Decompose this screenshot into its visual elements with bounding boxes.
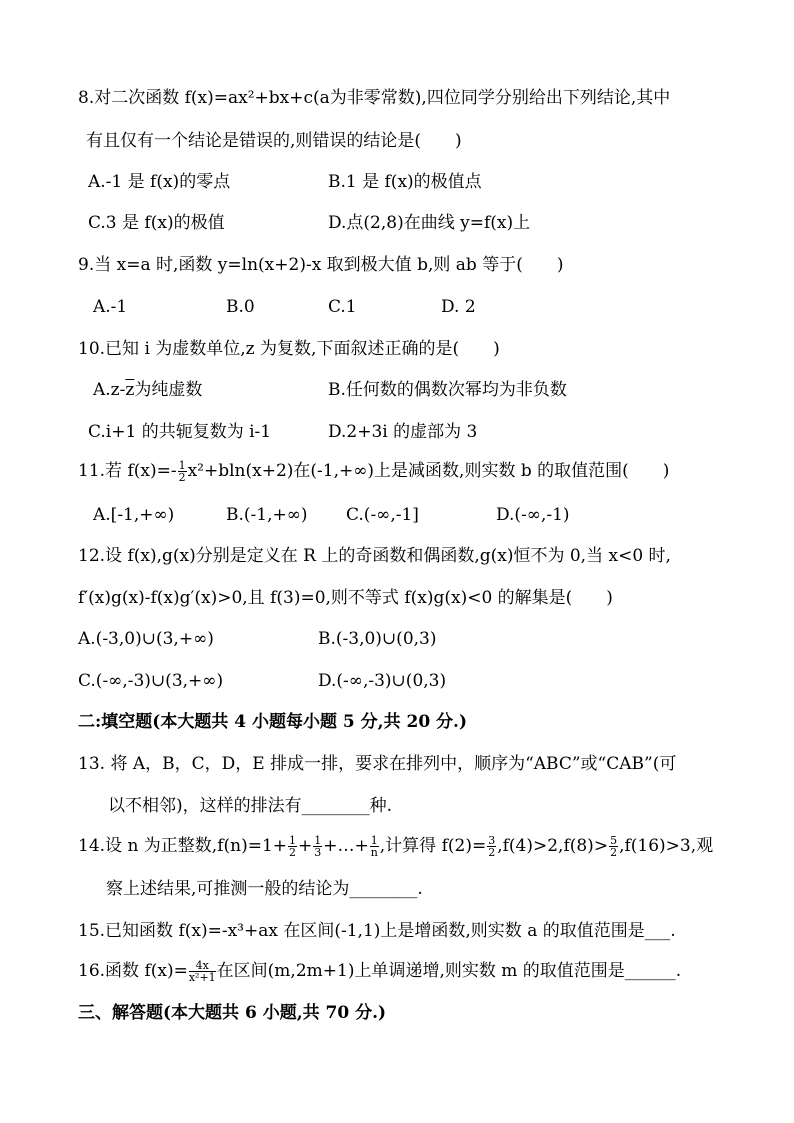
q14-stem-mid: ,计算得 f(2)= — [379, 836, 487, 856]
q14-frac-2 — [313, 835, 322, 858]
q8-stem-cont: 有且仅有一个结论是错误的,则错误的结论是( ) — [86, 131, 462, 151]
q11-option-d: D.(-∞,-1) — [496, 505, 570, 525]
q9-option-a: A.-1 — [93, 297, 128, 317]
q12-option-d: D.(-∞,-3)∪(0,3) — [318, 671, 447, 691]
q14-frac-5-den: 2 — [610, 846, 618, 859]
q12-option-b: B.(-3,0)∪(0,3) — [318, 629, 437, 649]
q14-frac-2-num: 1 — [314, 834, 322, 847]
q14-stem-mid2: ,f(4)>2,f(8)> — [497, 836, 609, 856]
conjugate-z: $\overline{z}$ — [125, 380, 135, 400]
q14-stem-cont: 察上述结果,可推测一般的结论为________. — [106, 879, 423, 899]
q16-stem — [78, 960, 681, 983]
q16-frac-num: 4x — [189, 960, 216, 972]
q16-frac-den: x²+1 — [188, 971, 216, 984]
q14-frac-4 — [487, 835, 496, 858]
q12-option-c: C.(-∞,-3)∪(3,+∞) — [78, 671, 224, 691]
q14-plus: + — [298, 836, 313, 856]
q14-frac-1-num: 1 — [289, 834, 297, 847]
q11-option-a: A.[-1,+∞) — [93, 505, 175, 525]
q11-stem-pre: 11.若 f(x)=- — [78, 461, 177, 481]
q10-stem: 10.已知 i 为虚数单位,z 为复数,下面叙述正确的是( ) — [78, 339, 500, 359]
q8-option-c: C.3 是 f(x)的极值 — [88, 213, 225, 233]
q14-stem-post: ,f(16)>3,观 — [619, 836, 714, 856]
q11-stem-post: x²+bln(x+2)在(-1,+∞)上是减函数,则实数 b 的取值范围( ) — [187, 461, 670, 481]
q11-option-b: B.(-1,+∞) — [226, 505, 308, 525]
q12-option-a: A.(-3,0)∪(3,+∞) — [78, 629, 214, 649]
q9-option-d: D. 2 — [441, 297, 476, 317]
q9-stem: 9.当 x=a 时,函数 y=ln(x+2)-x 取到极大值 b,则 ab 等于( ) — [78, 255, 564, 275]
q14-frac-1 — [288, 835, 297, 858]
q11-fraction — [178, 460, 187, 483]
q9-option-c: C.1 — [328, 297, 357, 317]
q14-frac-4-den: 2 — [488, 846, 496, 859]
q14-ellipsis: +…+ — [323, 836, 369, 856]
q10-option-c: C.i+1 的共轭复数为 i-1 — [88, 422, 272, 442]
q14-frac-3-den: n — [370, 846, 378, 859]
q14-frac-3-num: 1 — [370, 834, 378, 847]
q9-option-b: B.0 — [226, 297, 255, 317]
q14-frac-5-num: 5 — [610, 834, 618, 847]
q8-option-a: A.-1 是 f(x)的零点 — [88, 172, 231, 192]
q8-option-b: B.1 是 f(x)的极值点 — [328, 172, 482, 192]
q12-stem: 12.设 f(x),g(x)分别是定义在 R 上的奇函数和偶函数,g(x)恒不为 0,当 x<0 时, — [78, 546, 671, 566]
q11-stem — [78, 460, 669, 483]
q14-frac-4-num: 3 — [488, 834, 496, 847]
q11-frac-num: 1 — [178, 459, 186, 472]
q14-frac-2-den: 3 — [314, 846, 322, 859]
q11-frac-den: 2 — [178, 471, 186, 484]
section-heading-answer: 三、解答题(本大题共 6 小题,共 70 分.) — [78, 1003, 387, 1023]
section-heading-fill-in: 二:填空题(本大题共 4 小题每小题 5 分,共 20 分.) — [78, 712, 468, 732]
q14-frac-1-den: 2 — [289, 846, 297, 859]
q10-option-a — [93, 379, 202, 401]
q15-stem: 15.已知函数 f(x)=-x³+ax 在区间(-1,1)上是增函数,则实数 a 的取值范围是___. — [78, 921, 676, 941]
q8-option-d: D.点(2,8)在曲线 y=f(x)上 — [328, 213, 531, 233]
q13-stem-cont: 以不相邻)，这样的排法有________种. — [108, 796, 393, 816]
q13-stem: 13. 将 A，B，C，D，E 排成一排，要求在排列中，顺序为“ABC”或“CAB”(可 — [78, 754, 677, 774]
q16-fraction — [189, 960, 216, 983]
q16-stem-pre: 16.函数 f(x)= — [78, 961, 188, 981]
q10-option-a-tail: 为纯虚数 — [134, 380, 203, 400]
q8-stem: 8.对二次函数 f(x)=ax²+bx+c(a为非零常数),四位同学分别给出下列结论,其中 — [78, 88, 671, 108]
q10-option-d: D.2+3i 的虚部为 3 — [328, 422, 478, 442]
q11-option-c: C.(-∞,-1] — [346, 505, 419, 525]
q14-frac-5 — [609, 835, 618, 858]
q12-stem-cont: f′(x)g(x)-f(x)g′(x)>0,且 f(3)=0,则不等式 f(x)g(x)<0 的解集是( ) — [78, 588, 613, 608]
q10-option-b: B.任何数的偶数次幂均为非负数 — [328, 380, 567, 400]
q14-frac-3 — [370, 835, 379, 858]
q14-stem-pre: 14.设 n 为正整数,f(n)=1+ — [78, 836, 288, 856]
q14-stem — [78, 835, 713, 858]
q10-option-a-text: A.z- — [93, 380, 126, 400]
q16-stem-post: 在区间(m,2m+1)上单调递增,则实数 m 的取值范围是______. — [216, 961, 682, 981]
